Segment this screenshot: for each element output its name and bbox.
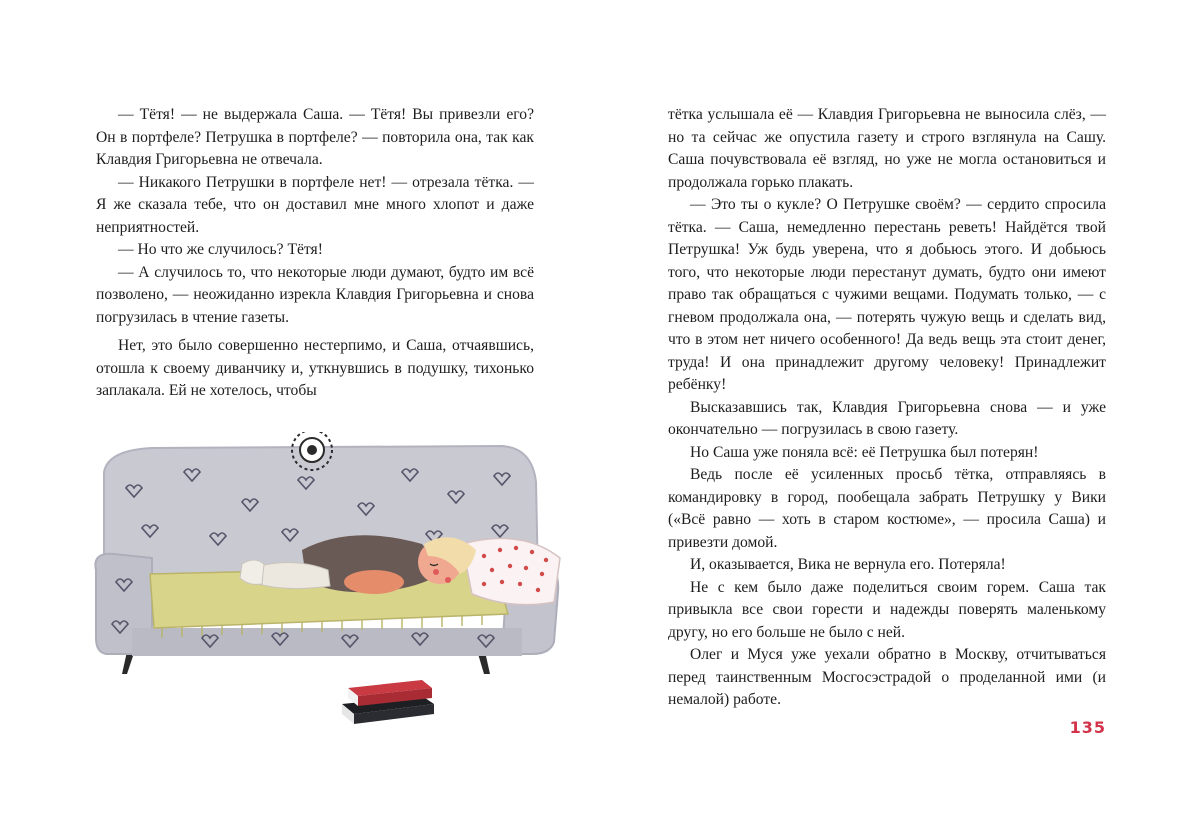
sofa-illustration [92, 432, 564, 732]
paragraph: — Но что же случилось? Тётя! [118, 241, 323, 258]
paragraph: И, оказывается, Вика не вернула его. Потеряла! [690, 556, 1006, 573]
paragraph: Олег и Муся уже уехали обратно в Москву, отчитываться перед таинственным Мосгосэстрадой о проделанной ими (и немалой) работе. [668, 646, 1106, 708]
paragraph: Ведь после её усиленных просьб тётка, отправляясь в командировку в город, пообещала забрать Петрушку у Вики («Всё равно — хоть в старом костюме», — просила Саша) и привезти домой. [668, 466, 1106, 551]
left-page-text [96, 104, 534, 403]
paragraph: тётка услышала её — Клавдия Григорьевна не выносила слёз, — но та сейчас же опустила газету и строго взглянула на Сашу. Саша почувствовала её взгляд, но уже не могла остановиться и продолжала горько плакать. [668, 106, 1106, 191]
paragraph: — Никакого Петрушки в портфеле нет! — отрезала тётка. — Я же сказала тебе, что он доставил мне много хлопот и даже неприятностей. [96, 173, 534, 236]
book-stack-icon [342, 680, 434, 724]
right-page-text [668, 104, 1106, 712]
paragraph: — А случилось то, что некоторые люди думают, будто им всё позволено, — неожиданно изрекла Клавдия Григорьевна и снова погрузилась в чтение газеты. [96, 263, 534, 326]
page-number: 135 [1069, 718, 1106, 737]
paragraph: Нет, это было совершенно нестерпимо, и Саша, отчаявшись, отошла к своему диванчику и, уткнувшись в подушку, тихонько заплакала. Ей не хотелось, чтобы [96, 337, 534, 399]
paragraph: Но Саша уже поняла всё: её Петрушка был потерян! [690, 443, 1039, 461]
pillow-icon [462, 538, 560, 604]
paragraph: Высказавшись так, Клавдия Григорьевна снова — и уже окончательно — погрузилась в свою газету. [668, 398, 1106, 438]
sofa-base [132, 628, 522, 656]
paragraph: Не с кем было даже поделиться своим горем. Саша так привыкла все свои горести и надежды поверять маленькому другу, но его больше не было с ней. [668, 578, 1106, 641]
paragraph: — Это ты о кукле? О Петрушке своём? — сердито спросила тётка. — Саша, немедленно перестань реветь! Найдётся твой Петрушка! Уж будь уверена, что я добьюсь этого. И добьюсь того, что некоторые люди перестанут думать, будто они имеют право так обращаться с чужими вещами. Подумать только, — с гневом продолжала она, — потерять чужую вещь и сделать вид, что в этом нет ничего особенного! Да ведь вещь эта стоит денег, труда! И она принадлежит другому человеку! Принадлежит ребёнку! [668, 196, 1106, 393]
paragraph: — Тётя! — не выдержала Саша. — Тётя! Вы привезли его? Он в портфеле? Петрушка в портфеле? — повторила она, так как Клавдия Григорьевна не отвечала. [96, 106, 534, 168]
